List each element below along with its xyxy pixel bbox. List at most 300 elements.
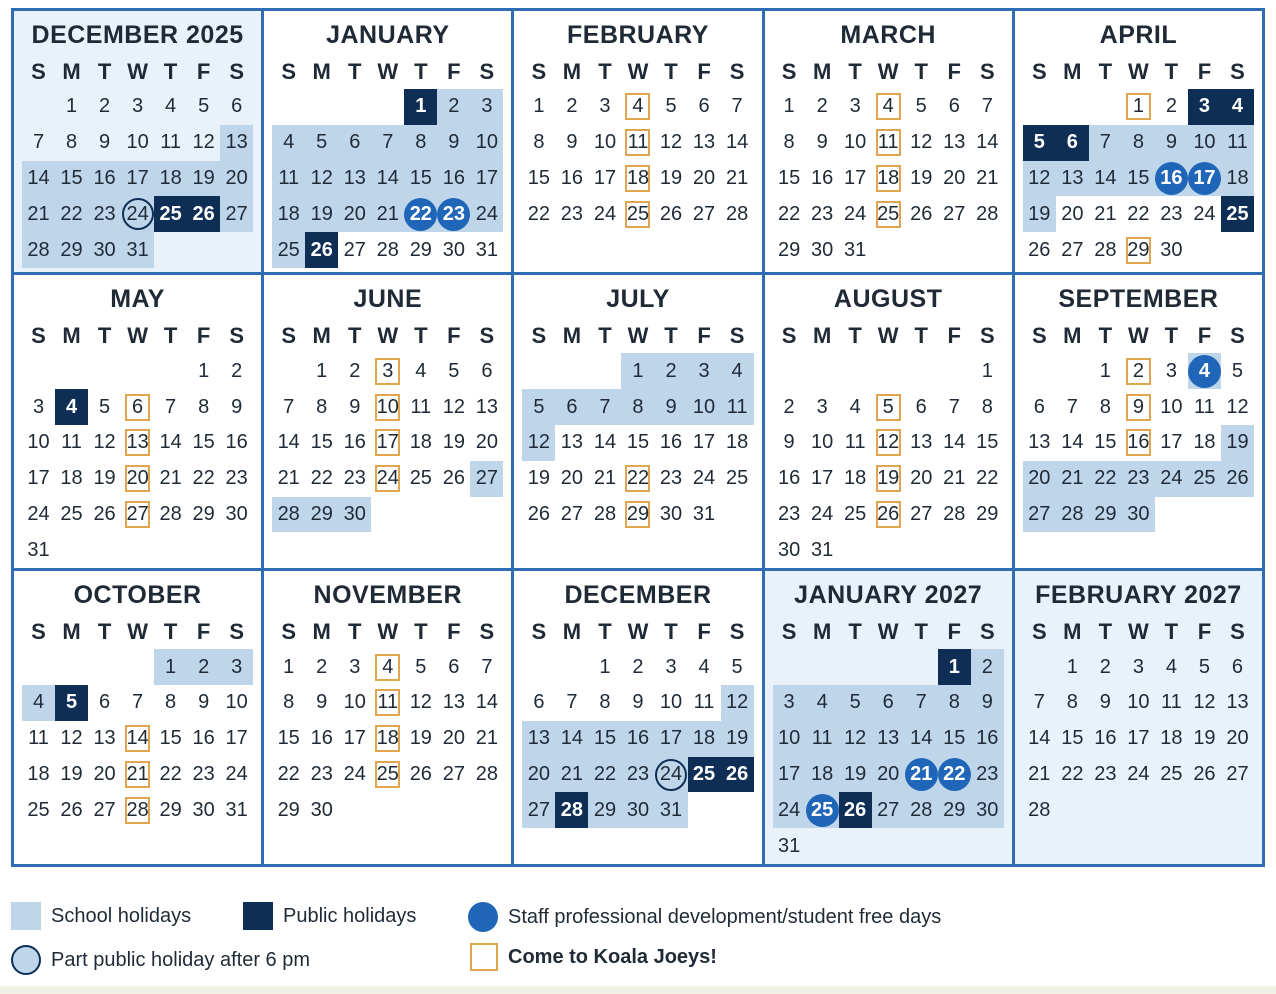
day-cell — [371, 125, 404, 161]
day-number: 14 — [560, 727, 584, 750]
day-cell — [437, 125, 470, 161]
day-number: 6 — [882, 691, 894, 714]
day-number: 18 — [626, 166, 650, 189]
weekday-header: T — [163, 619, 178, 645]
month-panel — [514, 11, 761, 272]
day-cell — [522, 792, 555, 828]
empty-cell — [55, 649, 88, 685]
day-cell — [555, 497, 588, 533]
day-number: 25 — [277, 238, 300, 261]
day-number: 6 — [948, 95, 960, 118]
day-cell — [773, 497, 806, 533]
day-cell — [404, 721, 437, 757]
day-cell — [22, 497, 55, 533]
day-cell — [905, 685, 938, 721]
weekday-header: S — [229, 59, 245, 84]
day-cell — [655, 497, 688, 533]
day-number: 26 — [93, 503, 116, 526]
day-cell — [272, 649, 305, 685]
legend-label: School holidays — [51, 904, 192, 927]
day-cell — [272, 425, 305, 461]
month-panel — [264, 11, 511, 272]
day-cell — [971, 685, 1004, 721]
empty-cell — [806, 353, 839, 389]
day-cell — [1221, 161, 1254, 197]
day-cell — [1221, 389, 1254, 425]
empty-cell — [55, 353, 88, 389]
day-cell — [839, 89, 872, 125]
day-cell — [688, 757, 721, 793]
month-panel — [1015, 275, 1262, 568]
day-number: 16 — [777, 467, 801, 490]
day-cell — [555, 757, 588, 793]
day-number: 31 — [692, 503, 716, 526]
day-cell — [938, 161, 971, 197]
day-number: 30 — [343, 503, 366, 526]
day-cell — [1023, 757, 1056, 793]
day-number: 16 — [626, 727, 650, 750]
day-number: 18 — [877, 166, 900, 189]
day-cell — [721, 89, 754, 125]
day-number: 3 — [481, 95, 493, 118]
day-number: 30 — [811, 238, 834, 261]
day-cell — [121, 461, 154, 497]
weekday-header: M — [812, 619, 832, 645]
day-cell — [154, 721, 187, 757]
day-number: 7 — [1033, 691, 1045, 714]
weekday-header: T — [348, 59, 362, 84]
weekday-header: S — [31, 323, 46, 349]
day-number: 12 — [409, 691, 432, 714]
day-cell — [22, 196, 55, 232]
day-number: 27 — [1028, 503, 1051, 526]
day-cell — [55, 196, 88, 232]
day-number: 7 — [1099, 131, 1111, 154]
day-cell — [22, 125, 55, 161]
day-number: 15 — [60, 166, 83, 189]
month-title: JANUARY 2027 — [794, 581, 983, 610]
day-number: 1 — [783, 95, 795, 118]
weekday-header: M — [1063, 323, 1082, 349]
weekday-header: M — [562, 323, 582, 349]
day-number: 7 — [1066, 395, 1078, 418]
weekday-header: F — [1197, 59, 1212, 84]
day-cell — [621, 125, 654, 161]
weekday-header: S — [979, 619, 995, 645]
day-cell — [1221, 353, 1254, 389]
day-cell — [905, 161, 938, 197]
day-number: 25 — [811, 798, 834, 821]
day-cell — [371, 461, 404, 497]
day-cell — [371, 161, 404, 197]
day-number: 4 — [415, 359, 427, 382]
day-number: 4 — [816, 691, 828, 714]
day-number: 13 — [527, 727, 551, 750]
day-cell — [872, 425, 905, 461]
weekday-header: T — [97, 59, 112, 84]
day-cell — [588, 425, 621, 461]
day-cell — [220, 649, 253, 685]
day-number: 24 — [126, 202, 149, 225]
weekday-header: F — [447, 323, 461, 349]
day-number: 28 — [1094, 238, 1117, 261]
day-number: 3 — [599, 95, 611, 118]
day-cell — [872, 196, 905, 232]
day-number: 3 — [1198, 95, 1210, 118]
day-cell — [371, 232, 404, 268]
weekday-header: T — [414, 619, 428, 645]
day-number: 24 — [844, 202, 867, 225]
day-number: 8 — [533, 131, 545, 154]
day-cell — [88, 425, 121, 461]
day-number: 4 — [382, 655, 394, 678]
day-cell — [971, 196, 1004, 232]
day-cell — [773, 425, 806, 461]
day-cell — [555, 161, 588, 197]
day-cell — [588, 757, 621, 793]
day-cell — [1056, 685, 1089, 721]
empty-cell — [1023, 89, 1056, 125]
day-cell — [806, 461, 839, 497]
day-number: 8 — [599, 691, 611, 714]
day-cell — [773, 196, 806, 232]
day-number: 29 — [593, 798, 617, 821]
day-number: 30 — [192, 798, 215, 821]
day-cell — [1188, 461, 1221, 497]
day-cell — [773, 125, 806, 161]
day-cell — [371, 389, 404, 425]
month-title: SEPTEMBER — [1058, 285, 1219, 314]
day-number: 26 — [877, 503, 900, 526]
day-number: 19 — [310, 202, 333, 225]
day-cell — [1155, 389, 1188, 425]
day-cell — [773, 461, 806, 497]
empty-cell — [272, 89, 305, 125]
day-cell — [588, 721, 621, 757]
day-cell — [305, 649, 338, 685]
day-cell — [773, 389, 806, 425]
day-cell — [971, 125, 1004, 161]
day-number: 4 — [1198, 359, 1210, 382]
day-number: 13 — [442, 691, 465, 714]
day-cell — [971, 649, 1004, 685]
day-number: 16 — [1127, 431, 1150, 454]
empty-cell — [1056, 353, 1089, 389]
day-cell — [688, 649, 721, 685]
day-cell — [721, 461, 754, 497]
day-number: 30 — [310, 798, 333, 821]
weekday-header: T — [348, 619, 362, 645]
day-number: 2 — [1132, 359, 1144, 382]
day-cell — [1089, 125, 1122, 161]
day-number: 2 — [665, 359, 677, 382]
weekday-header: S — [781, 619, 797, 645]
day-number: 2 — [316, 655, 328, 678]
day-cell — [938, 497, 971, 533]
day-number: 13 — [93, 727, 116, 750]
day-cell — [22, 425, 55, 461]
day-number: 10 — [777, 727, 801, 750]
day-number: 25 — [877, 202, 900, 225]
day-number: 17 — [126, 166, 149, 189]
day-number: 29 — [277, 798, 300, 821]
day-cell — [187, 497, 220, 533]
day-number: 24 — [376, 467, 399, 490]
day-number: 13 — [1226, 691, 1249, 714]
day-number: 29 — [60, 238, 83, 261]
day-number: 10 — [225, 691, 248, 714]
day-number: 18 — [60, 467, 83, 490]
day-cell — [220, 161, 253, 197]
day-number: 8 — [316, 395, 328, 418]
day-cell — [187, 89, 220, 125]
day-cell — [1089, 461, 1122, 497]
day-number: 19 — [192, 166, 215, 189]
day-number: 10 — [475, 131, 498, 154]
day-cell — [773, 685, 806, 721]
day-cell — [688, 425, 721, 461]
day-grid — [272, 55, 503, 268]
day-cell — [938, 425, 971, 461]
day-cell — [905, 721, 938, 757]
day-cell — [588, 125, 621, 161]
day-cell — [305, 161, 338, 197]
day-cell — [655, 461, 688, 497]
month-panel — [264, 571, 511, 864]
day-cell — [371, 353, 404, 389]
weekday-header: S — [479, 59, 495, 84]
day-number: 23 — [93, 202, 116, 225]
day-cell — [55, 461, 88, 497]
day-cell — [187, 649, 220, 685]
day-cell — [55, 89, 88, 125]
weekday-header: W — [627, 59, 649, 84]
day-number: 11 — [410, 395, 432, 418]
month-title: OCTOBER — [73, 581, 202, 610]
day-number: 16 — [1160, 166, 1183, 189]
day-cell — [938, 721, 971, 757]
day-cell — [220, 425, 253, 461]
day-cell — [338, 125, 371, 161]
day-cell — [773, 161, 806, 197]
day-number: 7 — [283, 395, 295, 418]
day-cell — [470, 649, 503, 685]
day-number: 9 — [632, 691, 644, 714]
day-number: 13 — [475, 395, 498, 418]
day-cell — [305, 497, 338, 533]
empty-cell — [773, 353, 806, 389]
day-number: 10 — [27, 431, 50, 454]
day-number: 8 — [198, 395, 210, 418]
day-cell — [88, 461, 121, 497]
day-cell — [55, 125, 88, 161]
day-number: 19 — [527, 467, 551, 490]
day-cell — [588, 89, 621, 125]
day-cell — [437, 89, 470, 125]
day-number: 23 — [560, 202, 584, 225]
day-number: 28 — [27, 238, 50, 261]
day-cell — [1155, 196, 1188, 232]
day-grid — [22, 615, 253, 828]
day-cell — [272, 461, 305, 497]
day-number: 26 — [659, 202, 683, 225]
day-number: 15 — [159, 727, 182, 750]
day-number: 1 — [316, 359, 328, 382]
weekday-header: T — [598, 323, 612, 349]
day-number: 4 — [65, 395, 78, 418]
day-cell — [470, 232, 503, 268]
day-number: 24 — [811, 503, 834, 526]
day-number: 5 — [915, 95, 927, 118]
weekday-header: W — [627, 323, 649, 349]
day-number: 26 — [527, 503, 551, 526]
day-cell — [555, 425, 588, 461]
day-number: 5 — [316, 131, 328, 154]
day-number: 6 — [1033, 395, 1045, 418]
day-number: 1 — [65, 95, 78, 118]
day-number: 20 — [877, 763, 900, 785]
weekday-header: S — [531, 619, 547, 645]
day-number: 23 — [310, 763, 333, 785]
day-cell — [22, 685, 55, 721]
day-cell — [1188, 389, 1221, 425]
day-number: 1 — [1132, 95, 1144, 118]
day-number: 21 — [725, 166, 749, 189]
day-number: 2 — [448, 95, 460, 118]
day-cell — [1089, 161, 1122, 197]
day-number: 9 — [349, 395, 361, 418]
day-grid — [522, 55, 753, 232]
day-number: 11 — [627, 131, 649, 154]
month-panel — [765, 275, 1012, 568]
day-number: 17 — [27, 467, 50, 490]
weekday-header: T — [97, 619, 112, 645]
day-cell — [338, 232, 371, 268]
weekday-header: F — [196, 619, 211, 645]
day-cell — [721, 757, 754, 793]
day-number: 1 — [533, 95, 545, 118]
month-panel — [765, 11, 1012, 272]
day-number: 15 — [1127, 166, 1150, 189]
day-number: 29 — [943, 798, 966, 821]
day-cell — [338, 757, 371, 793]
day-cell — [688, 685, 721, 721]
weekday-header: S — [1230, 619, 1245, 645]
day-number: 8 — [948, 691, 960, 714]
day-grid — [522, 615, 753, 828]
day-number: 28 — [943, 503, 966, 526]
empty-cell — [1056, 89, 1089, 125]
day-cell — [1089, 685, 1122, 721]
day-number: 27 — [475, 467, 498, 490]
day-number: 28 — [1028, 798, 1051, 821]
day-cell — [839, 389, 872, 425]
day-number: 19 — [60, 763, 83, 785]
weekday-header: T — [414, 59, 428, 84]
day-cell — [839, 721, 872, 757]
day-number: 7 — [382, 131, 394, 154]
day-number: 11 — [160, 131, 181, 154]
weekday-header: S — [1230, 59, 1245, 84]
day-number: 28 — [593, 503, 617, 526]
day-cell — [187, 792, 220, 828]
day-cell — [621, 353, 654, 389]
day-number: 20 — [225, 166, 248, 189]
day-number: 9 — [1165, 131, 1177, 154]
day-cell — [1056, 125, 1089, 161]
part-public-swatch — [11, 945, 41, 975]
empty-cell — [1023, 353, 1056, 389]
day-cell — [272, 196, 305, 232]
day-cell — [154, 497, 187, 533]
day-cell — [154, 685, 187, 721]
weekday-header: M — [812, 59, 832, 84]
month-title: JUNE — [353, 285, 423, 314]
day-cell — [220, 721, 253, 757]
day-number: 22 — [626, 467, 650, 490]
day-cell — [806, 89, 839, 125]
day-cell — [154, 125, 187, 161]
weekday-header: T — [914, 619, 928, 645]
day-number: 14 — [1028, 727, 1051, 750]
day-number: 11 — [844, 431, 866, 454]
day-number: 23 — [1160, 202, 1183, 225]
day-cell — [522, 757, 555, 793]
day-number: 15 — [1061, 727, 1084, 750]
day-number: 15 — [777, 166, 801, 189]
day-cell — [437, 353, 470, 389]
legend-label: Part public holiday after 6 pm — [51, 948, 311, 971]
legend-staff-pd — [468, 902, 941, 932]
day-cell — [187, 161, 220, 197]
day-number: 29 — [626, 503, 650, 526]
day-number: 5 — [1033, 131, 1045, 154]
day-number: 17 — [659, 727, 683, 750]
day-cell — [121, 685, 154, 721]
day-cell — [905, 196, 938, 232]
day-number: 26 — [409, 763, 432, 785]
day-cell — [437, 232, 470, 268]
day-cell — [1122, 461, 1155, 497]
weekday-header: S — [229, 619, 245, 645]
day-cell — [22, 721, 55, 757]
day-cell — [971, 353, 1004, 389]
day-number: 13 — [1028, 431, 1051, 454]
day-cell — [470, 196, 503, 232]
empty-cell — [872, 649, 905, 685]
day-number: 16 — [811, 166, 834, 189]
day-number: 16 — [560, 166, 584, 189]
day-cell — [305, 685, 338, 721]
day-number: 4 — [1231, 95, 1244, 118]
day-number: 13 — [877, 727, 900, 750]
day-number: 29 — [310, 503, 333, 526]
day-cell — [121, 161, 154, 197]
day-number: 16 — [976, 727, 999, 750]
weekday-header: M — [1063, 619, 1082, 645]
day-cell — [220, 125, 253, 161]
day-cell — [338, 461, 371, 497]
day-number: 21 — [976, 166, 999, 189]
day-number: 20 — [692, 166, 716, 189]
day-cell — [839, 497, 872, 533]
day-number: 3 — [1132, 655, 1144, 678]
day-cell — [806, 232, 839, 268]
day-cell — [55, 685, 88, 721]
day-cell — [154, 792, 187, 828]
day-number: 8 — [981, 395, 993, 418]
day-cell — [555, 685, 588, 721]
